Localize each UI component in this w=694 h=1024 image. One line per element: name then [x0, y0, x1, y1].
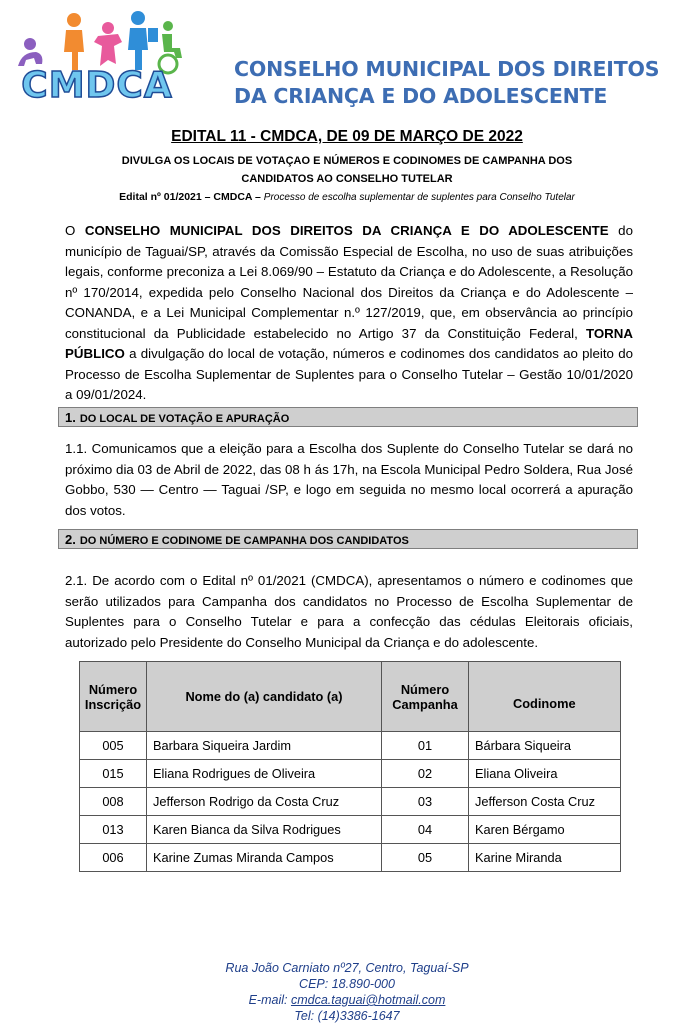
section-2-heading [58, 529, 638, 549]
subtitle-line-2: CANDIDATOS AO CONSELHO TUTELAR [241, 173, 453, 185]
footer-phone: Tel: (14)3386-1647 [294, 1009, 400, 1023]
footer-email-label: E-mail: [248, 993, 291, 1007]
cell-codinome: Bárbara Siqueira [469, 732, 621, 760]
intro-torna-publico: TORNA PÚBLICO [65, 325, 633, 361]
intro-paragraph [65, 221, 633, 406]
edital-title: EDITAL 11 - CMDCA, DE 09 DE MARÇO DE 2022 [171, 128, 523, 145]
cell-inscricao: 006 [80, 844, 147, 872]
section-2-number: 2. [65, 532, 76, 547]
cell-campanha: 03 [382, 788, 469, 816]
header-numero-campanha [382, 662, 469, 732]
table-header-row [80, 662, 621, 732]
table-row [80, 844, 621, 872]
process-edital-number: Edital nº 01/2021 – CMDCA – [119, 191, 261, 203]
header-campanha-line-1: Número [400, 681, 450, 697]
cmdca-logo [8, 8, 186, 106]
header-campanha-line-2: Campanha [392, 696, 458, 712]
cell-nome: Eliana Rodrigues de Oliveira [147, 760, 382, 788]
edital-subtitle [90, 152, 604, 188]
section-2-title: DO NÚMERO E CODINOME DE CAMPANHA DOS CANDIDATOS [79, 535, 409, 547]
header-inscricao-line-1: Número [88, 681, 138, 697]
footer-cep: CEP: 18.890-000 [299, 977, 395, 991]
table-row [80, 788, 621, 816]
cell-codinome: Jefferson Costa Cruz [469, 788, 621, 816]
cell-campanha: 05 [382, 844, 469, 872]
cell-campanha: 04 [382, 816, 469, 844]
intro-suffix: a divulgação do local de votação, números e codinomes dos candidatos ao pleito do Processo de Escolha Suplementar de Suplentes para o Conselho Tutelar – Gestão 10/01/2020 a 09/01/2024. [65, 346, 633, 402]
cell-nome: Karine Zumas Miranda Campos [147, 844, 382, 872]
intro-prefix: O [65, 223, 85, 238]
footer-address: Rua João Carniato nº27, Centro, Taguaí-SP [225, 961, 469, 975]
header-numero-inscricao [80, 662, 147, 732]
cell-nome: Jefferson Rodrigo da Costa Cruz [147, 788, 382, 816]
council-heading-line-1: CONSELHO MUNICIPAL DOS DIREITOS [234, 57, 660, 81]
logo-wordmark: CMDCA [21, 65, 173, 106]
cell-codinome: Eliana Oliveira [469, 760, 621, 788]
cell-codinome: Karine Miranda [469, 844, 621, 872]
cell-codinome: Karen Bérgamo [469, 816, 621, 844]
section-1-heading [58, 407, 638, 427]
intro-body: do município de Taguai/SP, através da Comissão Especial de Escolha, no uso de suas atribuições legais, conforme preconiza a Lei 8.069/90 – Estatuto da Criança e do Adolescente, a Resolução nº 170/2014, expedida pelo Conselho Nacional dos Direitos da Criança e do Adolescente – CONANDA, e a Lei Municipal Complementar n.º 127/2019, que, em observância ao princípio constitucional da Publicidade estabelecido no Artigo 37 da Constituição Federal, [65, 223, 633, 341]
table-row [80, 816, 621, 844]
council-heading-line-2: DA CRIANÇA E DO ADOLESCENTE [234, 84, 608, 108]
table-row [80, 760, 621, 788]
table-row [80, 732, 621, 760]
cell-campanha: 01 [382, 732, 469, 760]
cell-campanha: 02 [382, 760, 469, 788]
footer-email-line [0, 992, 694, 1008]
section-1-title: DO LOCAL DE VOTAÇÃO E APURAÇÃO [79, 413, 290, 425]
cell-inscricao: 008 [80, 788, 147, 816]
process-description: Processo de escolha suplementar de suplentes para Conselho Tutelar [263, 192, 575, 203]
footer-email-link[interactable]: cmdca.taguai@hotmail.com [290, 993, 446, 1007]
council-heading [234, 56, 684, 110]
intro-council-name: CONSELHO MUNICIPAL DOS DIREITOS DA CRIANÇA E DO ADOLESCENTE [84, 223, 609, 238]
cell-inscricao: 005 [80, 732, 147, 760]
cell-inscricao: 013 [80, 816, 147, 844]
process-reference [0, 191, 694, 203]
candidates-table [79, 661, 621, 872]
section-2-paragraph: 2.1. De acordo com o Edital nº 01/2021 (CMDCA), apresentamos o número e codinomes que serão utilizados para Campanha dos candidatos no Processo de Escolha Suplementar de Suplentes para o Conselho Tutelar e para a confecção das cédulas Eleitorais oficiais, autorizado pelo Presidente do Conselho Municipal da Criança e do adolescente. [65, 573, 633, 650]
header-codinome: Codinome [469, 662, 621, 732]
footer-contact [0, 960, 694, 1024]
header-inscricao-line-2: Inscrição [84, 696, 142, 712]
header-nome-candidato: Nome do (a) candidato (a) [147, 662, 382, 732]
subtitle-line-1: DIVULGA OS LOCAIS DE VOTAÇAO E NÚMEROS E CODINOMES DE CAMPANHA DOS [121, 155, 573, 167]
section-1-number: 1. [65, 410, 76, 425]
cell-nome: Barbara Siqueira Jardim [147, 732, 382, 760]
cell-inscricao: 015 [80, 760, 147, 788]
section-1-paragraph: 1.1. Comunicamos que a eleição para a Escolha dos Suplente do Conselho Tutelar se dará no próximo dia 03 de Abril de 2022, das 08 h ás 17h, na Escola Municipal Pedro Soldera, Rua José Gobbo, 530 — Centro — Taguai /SP, e logo em seguida no mesmo local ocorrerá a apuração dos votos. [65, 441, 633, 518]
cell-nome: Karen Bianca da Silva Rodrigues [147, 816, 382, 844]
